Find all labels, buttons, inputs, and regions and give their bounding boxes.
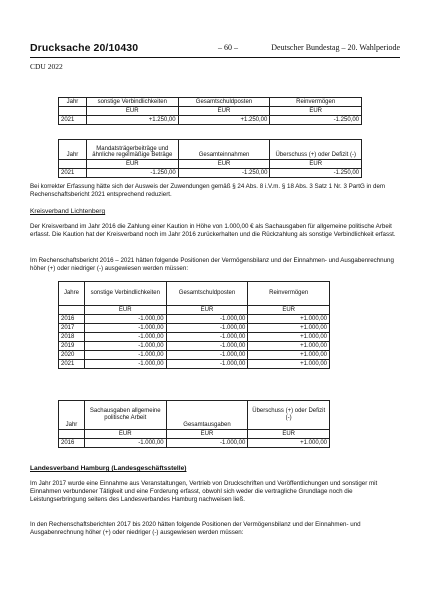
table-cell: -1.000,00 [166, 315, 248, 324]
table-cell: +1.000,00 [248, 351, 330, 360]
table-unit: EUR [270, 107, 362, 116]
table-income-2021 [58, 139, 362, 178]
table-header: Jahre [59, 282, 85, 306]
table-header: Reinvermögen [270, 98, 362, 107]
table-cell: -1.000,00 [84, 360, 166, 369]
section-heading-hamburg: Landesverband Hamburg (Landesgeschäftsstelle) [30, 465, 187, 472]
table-row [59, 116, 362, 125]
table-row [59, 315, 330, 324]
table-unit [59, 430, 85, 439]
table-cell: -1.250,00 [270, 169, 362, 178]
table-cell: -1.000,00 [166, 324, 248, 333]
table-cell: -1.000,00 [84, 439, 166, 448]
table-cell: 2021 [59, 116, 87, 125]
table-unit: EUR [86, 160, 178, 169]
table-header: Jahr [59, 140, 87, 160]
paragraph-lichtenberg-deposit: Der Kreisverband im Jahr 2016 die Zahlung einer Kaution in Höhe von 1.000,00 € als Sachausgaben für allgemeine politische Arbeit erfasst. Die Kaution hat der Kreisverband noch im Jahr 2016 zurückerhalten und die Rückzahlung als sonstige Verbindlichkeit erfasst. [30, 223, 396, 238]
table-cell: -1.000,00 [84, 333, 166, 342]
table-header: Überschuss (+) oder Defizit (-) [270, 140, 362, 160]
table-cell: +1.000,00 [248, 439, 330, 448]
table-header: Gesamteinnahmen [178, 140, 270, 160]
table-row [59, 333, 330, 342]
table-cell: +1.000,00 [248, 360, 330, 369]
table-cell: -1.000,00 [166, 342, 248, 351]
table-unit: EUR [248, 306, 330, 315]
table-cell: +1.000,00 [248, 324, 330, 333]
table-cell: -1.250,00 [86, 169, 178, 178]
table-header: Mandatsträgerbeiträge und ähnliche regelmäßige Beträge [86, 140, 178, 160]
table-unit: EUR [248, 430, 330, 439]
table-cell: -1.000,00 [84, 342, 166, 351]
table-cell: 2021 [59, 360, 85, 369]
table-cell: -1.000,00 [84, 315, 166, 324]
table-row [59, 351, 330, 360]
table-unit: EUR [166, 306, 248, 315]
parliament-label: Deutscher Bundestag – 20. Wahlperiode [271, 43, 400, 52]
table-lichtenberg-expenses [58, 400, 330, 448]
table-row [59, 439, 330, 448]
table-cell: +1.000,00 [248, 315, 330, 324]
table-row [59, 324, 330, 333]
table-header: Sachausgaben allgemeine politische Arbeit [84, 401, 166, 430]
table-unit: EUR [270, 160, 362, 169]
table-cell: 2016 [59, 439, 85, 448]
section-heading-lichtenberg: Kreisverband Lichtenberg [30, 208, 106, 215]
table-header: Gesamtschuldposten [166, 282, 248, 306]
table-unit: EUR [178, 107, 270, 116]
page-number: – 60 – [218, 43, 238, 52]
table-unit: EUR [86, 107, 178, 116]
table-row [59, 169, 362, 178]
table-cell: +1.250,00 [86, 116, 178, 125]
document-number: Drucksache 20/10430 [30, 42, 139, 54]
table-cell: -1.000,00 [166, 351, 248, 360]
paragraph-hamburg-income: Im Jahr 2017 wurde eine Einnahme aus Veranstaltungen, Vertrieb von Druckschriften und Veröffentlichungen und sonstiger mit Einnahmen verbundener Tätigkeit und eine Forderung erfasst, obwohl sich weder die vertragliche Grundlage noch die Leistungserbringung seitens des Landesverbandes Hamburg nachweisen ließ. [30, 480, 378, 503]
table-cell: 2019 [59, 342, 85, 351]
table-unit [59, 107, 87, 116]
paragraph-hamburg-positions: In den Rechenschaftsberichten 2017 bis 2020 hätten folgende Positionen der Vermögensbilanz und der Einnahmen- und Ausgabenrechnung höher (+) oder niedriger (-) ausgewiesen werden müssen: [30, 521, 361, 536]
paragraph-correction-note: Bei korrekter Erfassung hätte sich der Ausweis der Zuwendungen gemäß § 24 Abs. 8 i.V.m. § 18 Abs. 3 Satz 1 Nr. 3 PartG in dem Rechenschaftsbericht 2021 entsprechend reduziert. [30, 183, 386, 198]
table-row [59, 342, 330, 351]
table-cell: -1.000,00 [166, 360, 248, 369]
table-row [59, 360, 330, 369]
table-liabilities-2021 [58, 97, 362, 125]
paragraph-lichtenberg-positions: Im Rechenschaftsbericht 2016 – 2021 hätten folgende Positionen der Vermögensbilanz und der Einnahmen- und Ausgabenrechnung höher (+) oder niedriger (-) ausgewiesen werden müssen: [30, 257, 394, 272]
table-cell: -1.000,00 [166, 333, 248, 342]
table-cell: 2021 [59, 169, 87, 178]
table-cell: 2016 [59, 315, 85, 324]
table-unit: EUR [166, 430, 248, 439]
table-cell: 2017 [59, 324, 85, 333]
table-header: Reinvermögen [248, 282, 330, 306]
party-label: CDU 2022 [30, 62, 63, 71]
table-header: Überschuss (+) oder Defizit (-) [248, 401, 330, 430]
table-cell: -1.250,00 [178, 169, 270, 178]
header-rule [30, 57, 400, 58]
table-header: Gesamtausgaben [166, 401, 248, 430]
table-cell: -1.250,00 [270, 116, 362, 125]
table-cell: -1.000,00 [84, 324, 166, 333]
table-header: sonstige Verbindlichkeiten [86, 98, 178, 107]
table-cell: +1.000,00 [248, 333, 330, 342]
page-header [30, 42, 400, 56]
table-unit [59, 160, 87, 169]
table-header: Jahr [59, 401, 85, 430]
table-unit: EUR [84, 306, 166, 315]
table-header: sonstige Verbindlichkeiten [84, 282, 166, 306]
table-cell: 2020 [59, 351, 85, 360]
table-cell: -1.000,00 [84, 351, 166, 360]
table-unit: EUR [178, 160, 270, 169]
table-unit: EUR [84, 430, 166, 439]
table-header: Jahr [59, 98, 87, 107]
table-unit [59, 306, 85, 315]
table-cell: +1.000,00 [248, 342, 330, 351]
table-cell: +1.250,00 [178, 116, 270, 125]
table-header: Gesamtschuldposten [178, 98, 270, 107]
table-lichtenberg-balance [58, 281, 330, 369]
table-cell: 2018 [59, 333, 85, 342]
table-cell: -1.000,00 [166, 439, 248, 448]
